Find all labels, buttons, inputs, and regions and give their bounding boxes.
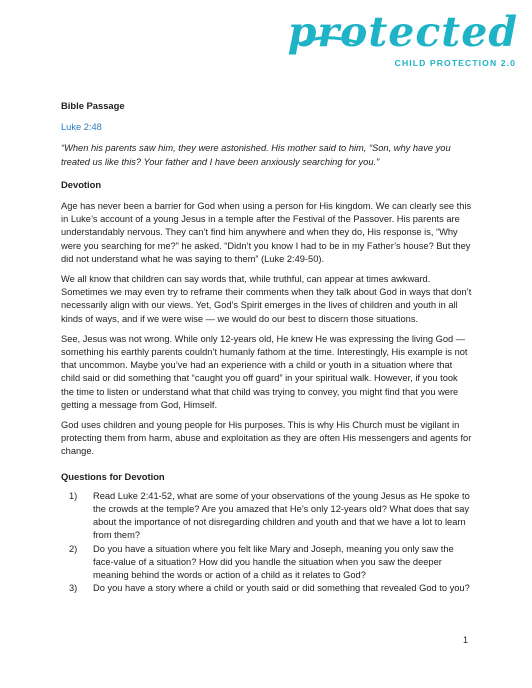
- logo-subtitle: CHILD PROTECTION 2.0: [394, 58, 516, 68]
- question-item: [69, 582, 473, 595]
- devotion-paragraph: God uses children and young people for His purposes. This is why His Church must be vigilant in protecting them from harm, abuse and exploitation as they are often His messengers and agents for change.: [61, 420, 472, 457]
- question-number: 2): [69, 543, 78, 554]
- scripture-quote: “When his parents saw him, they were astonished. His mother said to him, “Son, why have you treated us like this? Your father and I have been anxiously searching for you.”: [61, 143, 451, 167]
- logo-wordmark: protected: [287, 8, 518, 56]
- protected-logo: [287, 8, 518, 72]
- devotion-paragraph: We all know that children can say words that, while truthful, can appear at times awkward. Sometimes we may even try to reframe their comments when they talk about God in ways that don’t necessarily align with our views. Yet, God’s Spirit emerges in the lives of children and youth in all kinds of ways, and if we were wise — we would do our best to discern those situations.: [61, 274, 472, 324]
- bible-passage-heading: Bible Passage: [61, 100, 125, 111]
- devotion-paragraph: Age has never been a barrier for God when using a person for His kingdom. We can clearly see this in Luke’s account of a young Jesus in a temple after the Festival of the Passover. His parents are understandably nervous. They can’t find him anywhere and when they do, His response is, “Why were you searching for me?” he asked. “Didn’t you know I had to be in my Father’s house? But they did not understand what he was saying to them” (Luke 2:49-50).: [61, 201, 472, 264]
- devotion-paragraph: See, Jesus was not wrong. While only 12-years old, He knew He was expressing the living God —something his earthly parents couldn’t humanly fathom at the time. Interestingly, His example is not that uncommon. Maybe you’ve had an experience with a child or youth in a situation where that child said or did something that “caught you off guard” in your spiritual walk. However, if you took the time to listen or understand what that child was trying to convey, you might find that you were getting a message from God, Himself.: [61, 333, 468, 410]
- questions-list: [61, 490, 473, 596]
- page-number: 1: [463, 635, 469, 645]
- question-text: Do you have a situation where you felt like Mary and Joseph, meaning you only saw the face-value of a situation? How did you handle the situation when you saw the deeper meaning behind the words or action of a child as it relates to God?: [93, 543, 454, 581]
- question-item: [69, 543, 473, 583]
- devotion-heading: Devotion: [61, 178, 102, 190]
- questions-heading: Questions for Devotion: [61, 470, 165, 482]
- question-text: Read Luke 2:41-52, what are some of your observations of the young Jesus as He spoke to the crowds at the temple? Are you amazed that He’s only 12-years old? What does that say about the importance of not disregarding children and youth and that we have a lot to learn from them?: [93, 490, 470, 541]
- question-number: 3): [69, 583, 78, 594]
- question-text: Do you have a story where a child or youth said or did something that revealed God to you?: [93, 583, 470, 594]
- document-body: [61, 99, 473, 596]
- question-number: 1): [69, 490, 78, 501]
- question-item: [69, 490, 473, 543]
- scripture-reference: Luke 2:48: [61, 122, 102, 133]
